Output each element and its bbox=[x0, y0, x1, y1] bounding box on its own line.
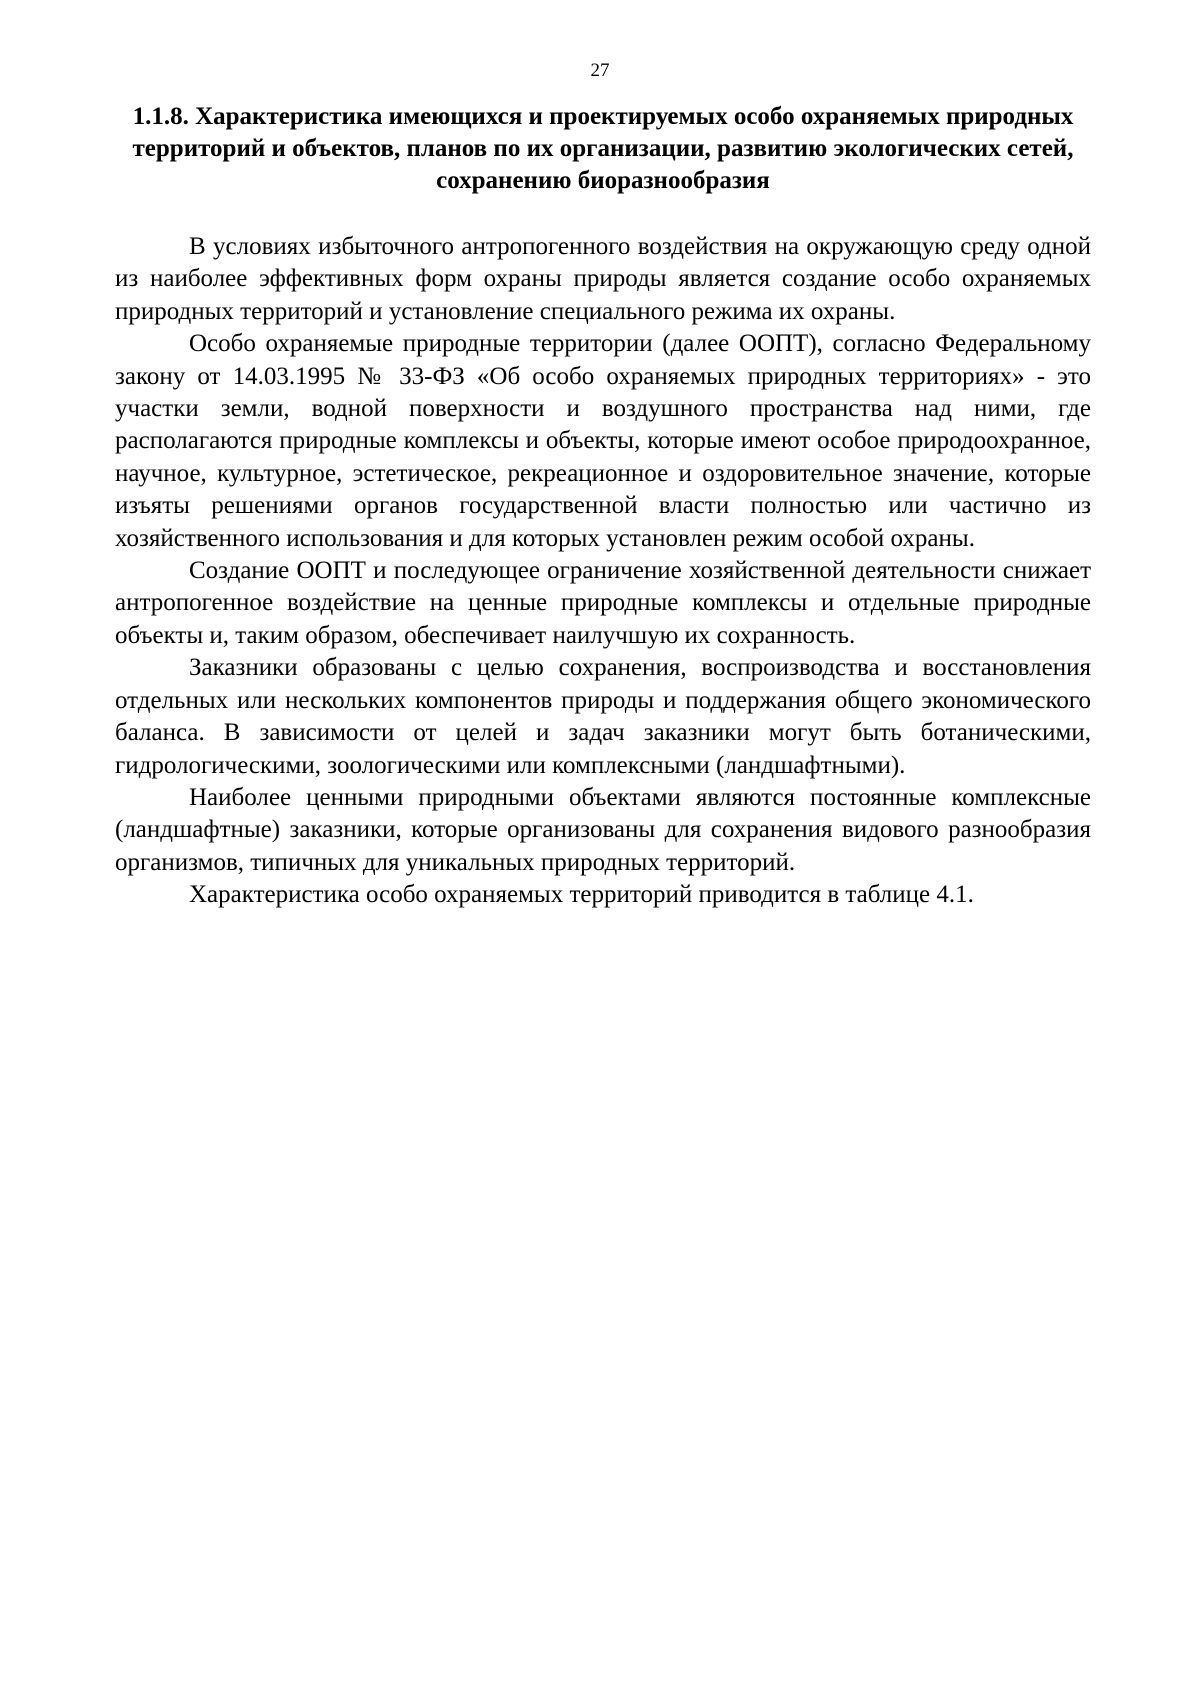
paragraph: В условиях избыточного антропогенного воздействия на окружающую среду одной из наиболее эффективных форм охраны природы является создание особо охраняемых природных территорий и установление специального режима их охраны. bbox=[115, 233, 1091, 325]
page-number: 27 bbox=[590, 60, 610, 81]
body-text bbox=[115, 231, 1091, 912]
paragraph: Характеристика особо охраняемых территорий приводится в таблице 4.1. bbox=[189, 881, 974, 909]
paragraph: Заказники образованы с целью сохранения, воспроизводства и восстановления отдельных или нескольких компонентов природы и поддержания общего экономического баланса. В зависимости от целей и задач заказники могут быть ботаническими, гидрологическими, зоологическими или комплексными (ландшафтными). bbox=[115, 654, 1091, 779]
paragraph: Наиболее ценными природными объектами являются постоянные комплексные (ландшафтные) заказники, которые организованы для сохранения видового разнообразия организмов, типичных для уникальных природных территорий. bbox=[115, 783, 1091, 876]
section-heading: 1.1.8. Характеристика имеющихся и проектируемых особо охраняемых природных территорий и объектов, планов по их организации, развитию экологических сетей, сохранению биоразнообразия bbox=[132, 103, 1074, 194]
paragraph: Особо охраняемые природные территории (далее ООПТ), согласно Федеральному закону от 14.03.1995 № 33-ФЗ «Об особо охраняемых природных территориях» - это участки земли, водной поверхности и воздушного пространства над ними, где располагаются природные комплексы и объекты, которые имеют особое природоохранное, научное, культурное, эстетическое, рекреационное и оздоровительное значение, которые изъяты решениями органов государственной власти полностью или частично из хозяйственного использования и для которых установлен режим особой охраны. bbox=[115, 330, 1091, 552]
paragraph: Создание ООПТ и последующее ограничение хозяйственной деятельности снижает антропогенное воздействие на ценные природные комплексы и отдельные природные объекты и, таким образом, обеспечивает наилучшую их сохранность. bbox=[115, 557, 1091, 649]
